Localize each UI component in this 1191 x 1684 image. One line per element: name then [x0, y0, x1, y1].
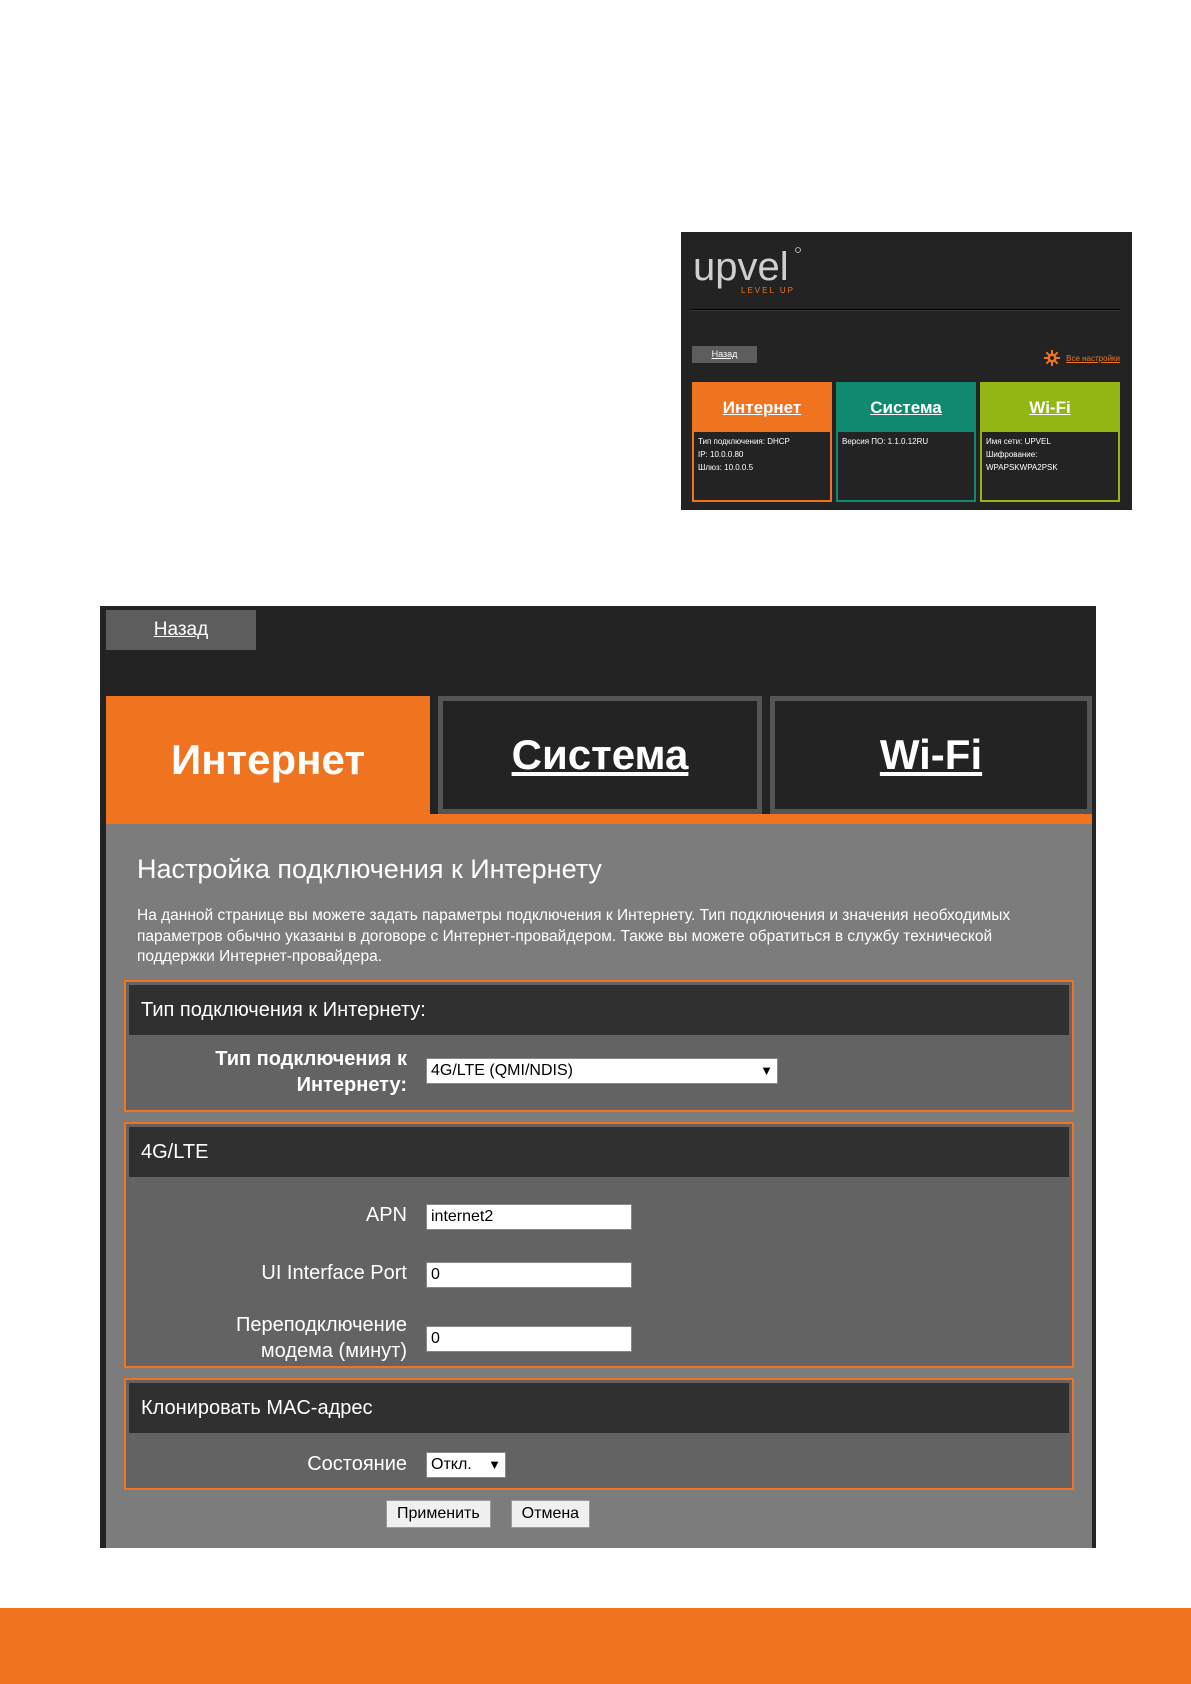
tile-system[interactable] — [836, 382, 976, 502]
settings-content — [106, 824, 1092, 1548]
tile-line: Тип подключения: DHCP — [698, 437, 790, 446]
port-input[interactable]: 0 — [426, 1262, 632, 1288]
label-line: модема (минут) — [260, 1340, 407, 1362]
apn-label: APN — [365, 1204, 407, 1226]
section-connection-type — [124, 980, 1074, 1112]
tile-internet-title[interactable]: Интернет — [694, 384, 830, 432]
tile-wifi-info — [982, 432, 1118, 500]
tab-wifi[interactable]: Wi-Fi — [770, 696, 1092, 814]
header-divider — [691, 309, 1120, 311]
mac-state-select[interactable] — [426, 1452, 506, 1478]
all-settings-label: Все настройки — [1066, 353, 1120, 363]
connection-type-select[interactable] — [426, 1058, 778, 1084]
connection-type-label — [215, 1046, 407, 1098]
tile-line: WPAPSKWPA2PSK — [986, 463, 1058, 472]
section-mac-clone — [124, 1378, 1074, 1490]
section-header: 4G/LTE — [129, 1127, 1069, 1177]
tile-line: IP: 10.0.0.80 — [698, 450, 744, 459]
gear-icon — [1044, 350, 1060, 366]
tile-wifi-title[interactable]: Wi-Fi — [982, 384, 1118, 432]
reconnect-input[interactable]: 0 — [426, 1326, 632, 1352]
section-header: Тип подключения к Интернету: — [129, 985, 1069, 1035]
label-line: Переподключение — [235, 1314, 407, 1336]
select-value: Откл. — [431, 1456, 472, 1473]
dropdown-arrow-icon: ▼ — [488, 1457, 501, 1472]
back-button[interactable]: Назад — [106, 610, 256, 650]
port-label: UI Interface Port — [261, 1262, 407, 1284]
tile-wifi[interactable] — [980, 382, 1120, 502]
tile-line: Имя сети: UPVEL — [986, 437, 1051, 446]
all-settings-link[interactable] — [1044, 350, 1120, 366]
tab-bar — [106, 696, 1092, 824]
tile-line: Версия ПО: 1.1.0.12RU — [842, 437, 929, 446]
footer-bar — [0, 1608, 1191, 1684]
tile-line: Шлюз: 10.0.0.5 — [698, 463, 754, 472]
apn-input[interactable]: internet2 — [426, 1204, 632, 1230]
mac-state-label: Состояние — [307, 1453, 407, 1475]
dashboard-screenshot — [681, 232, 1132, 510]
svg-text:upvel: upvel — [693, 245, 789, 289]
dropdown-arrow-icon: ▼ — [760, 1063, 773, 1078]
tile-line: Шифрование: — [986, 450, 1038, 459]
reconnect-label — [236, 1312, 407, 1364]
tile-system-info — [838, 432, 974, 500]
tile-system-title[interactable]: Система — [838, 384, 974, 432]
select-value: 4G/LTE (QMI/NDIS) — [431, 1062, 573, 1079]
form-buttons — [386, 1500, 590, 1528]
tab-internet[interactable]: Интернет — [106, 696, 430, 824]
tile-internet[interactable] — [692, 382, 832, 502]
page-description: На данной странице вы можете задать параметры подключения к Интернету. Тип подключения и значения необходимых параметров обычно указаны в договоре с Интернет-провайдером. Также вы можете обратиться в службу технической поддержки Интернет-провайдера. — [137, 907, 1011, 965]
dashboard-tiles — [692, 382, 1120, 502]
tab-system[interactable]: Система — [438, 696, 762, 814]
section-header: Клонировать MAC-адрес — [129, 1383, 1069, 1433]
svg-text:LEVEL UP: LEVEL UP — [741, 286, 795, 295]
page-title: Настройка подключения к Интернету — [137, 854, 602, 884]
cancel-button[interactable]: Отмена — [511, 1500, 590, 1528]
internet-settings-screenshot — [100, 606, 1096, 1548]
upvel-logo — [691, 240, 801, 296]
label-line: Тип подключения к — [215, 1048, 407, 1070]
section-lte — [124, 1122, 1074, 1368]
back-button[interactable]: Назад — [692, 346, 757, 363]
label-line: Интернету: — [296, 1074, 407, 1096]
tile-internet-info — [694, 432, 830, 500]
apply-button[interactable]: Применить — [386, 1500, 491, 1528]
